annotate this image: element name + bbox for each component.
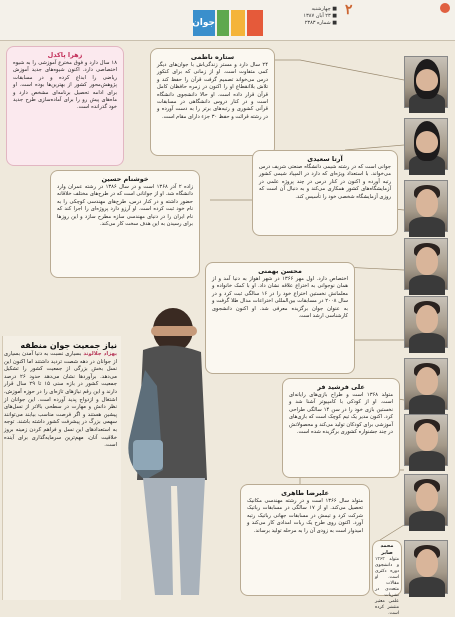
profile-box bbox=[372, 540, 402, 616]
profile-box bbox=[6, 46, 124, 166]
article-author: بهزاد جلالوند bbox=[83, 351, 117, 357]
section-marker-icon bbox=[440, 3, 450, 13]
portrait-photo bbox=[404, 238, 448, 290]
profile-box bbox=[50, 170, 200, 278]
portrait-photo bbox=[404, 474, 448, 526]
profile-box bbox=[205, 262, 355, 374]
logo-block bbox=[247, 10, 263, 36]
portrait-photo bbox=[404, 118, 448, 170]
connector-line bbox=[380, 525, 404, 540]
date-line: ■ ۲۳ آبان ۱۳۸۷ bbox=[303, 13, 337, 19]
section-title: جوان bbox=[193, 10, 215, 36]
profile-name: علیرضا طاهری bbox=[281, 489, 329, 497]
profile-name: خوشنام حسین bbox=[101, 175, 149, 183]
backpack-pocket-shape bbox=[133, 440, 163, 470]
portrait-photo bbox=[404, 56, 448, 108]
portrait-photo bbox=[404, 414, 448, 466]
profile-text: متولد ۱۳۶۳ و دانشجوی دوره دکتری است. او مقالات متعددی در نشریات علمی معتبر منتشر کرده است. bbox=[375, 557, 399, 616]
profile-box bbox=[240, 484, 370, 596]
date-line: ■ چهارشنبه bbox=[311, 6, 337, 12]
arm-shape bbox=[151, 326, 197, 336]
profile-text: متولد ۱۳۶۸ است و طراح بازی‌های رایانه‌ای است. او از کودکی با کامپیوتر آشنا شد و نخستین بازی خود را در سن ۱۴ سالگی طراحی کرد. اکنون مدیر یک تیم کوچک است که بازی‌های آموزشی برای کودکان تولید می‌کند و محصولاتش در چند جشنواره کشوری برگزیده شده است. bbox=[289, 392, 394, 436]
logo-block bbox=[217, 10, 229, 36]
profile-name: زهرا پاکدل bbox=[47, 51, 83, 59]
page-header bbox=[0, 0, 455, 41]
portrait-photo bbox=[404, 296, 448, 348]
article-column bbox=[4, 340, 117, 596]
jeans-shape bbox=[143, 478, 205, 595]
issue-date bbox=[277, 6, 337, 27]
profile-name: آرتا سعیدی bbox=[307, 155, 343, 163]
profile-text: زاده ۲ آذر ۱۳۶۸ است و در سال ۱۳۸۶ در رشته عمران وارد دانشگاه شد. او از جوانانی است که در طرح‌های مختلف خلاقانه حضور داشته و در کنار درس، طرح‌های مهندسی کوچکی را به نام خود ثبت کرده است. او آرزو دارد پروژه‌ای را اجرا کند که نام ایران را در دنیای مهندسی سازه مطرح سازد و این روزها برای رسیدن به این هدف سخت کار می‌کند. bbox=[57, 184, 194, 228]
portrait-photo bbox=[404, 540, 448, 594]
profile-name: محسن بهمنی bbox=[258, 267, 302, 275]
profile-text: متولد سال ۱۳۶۶ است و در رشته مهندسی مکانیک تحصیل می‌کند. او از ۱۷ سالگی در مسابقات رباتیک شرکت کرد و تیمش در مسابقات جهانی رباتیک رتبه آورد. اکنون روی طرح یک ربات امدادی کار می‌کند و امیدوار است به زودی آن را به مرحله تولید برساند. bbox=[247, 498, 363, 534]
profile-box bbox=[282, 378, 400, 478]
profile-box bbox=[150, 48, 275, 156]
portrait-photo bbox=[404, 180, 448, 232]
portrait-photo bbox=[404, 358, 448, 410]
profile-text: ۲۴ سال دارد و مستر زندگی‌اش با جوان‌های دیگر کمی متفاوت است. او از زمانی که برای کنکور درس می‌خواند تصمیم گرفت قرآن را حفظ کند و تلاش بلاانقطاع او را اکنون در زمره حافظان کامل قرآن قرار داده است. او حالا دانشجوی دانشگاه است و در کنار دروس دانشگاهی در مسابقات قرآنی کشوری و رتبه‌های برتر را به دست آورده و در رشته قرائت و حفظ ۳۰ جزء دارای مقام است. bbox=[157, 62, 268, 120]
profile-name: ستاره ناظمی bbox=[190, 53, 235, 61]
profile-text: ۱۸ سال دارد و فوق مخترع آموزشی را به شیوه اختصاصی دارد. اکنون شیوه‌های جدید آموزش ریاضی را ابداع کرده و در مسابقات پژوهش‌محور کشور از بهترین‌ها بوده است. او برای ادامه تحصیل برنامه‌ای مشخص دارد و ماه‌های پیش رو را برای آماده‌سازی طرح جدید خود گذرانده است. bbox=[13, 60, 117, 111]
issue-number: ۲ bbox=[345, 2, 353, 18]
profile-text: اختصاص دارد. اول مهر ۱۳۶۶ در شهر اهواز به دنیا آمد و از همان نوجوانی به اختراع علاقه نشان داد. او با کمک خانواده و معلمانش نخستین اختراع خود را در ۱۶ سالگی ثبت کرد و در سال ۲۰۰۸ در مسابقات بین‌المللی اختراعات مدال طلا گرفت و به عنوان جوان برگزیده معرفی شد. او اکنون دانشجوی کارشناسی ارشد است. bbox=[212, 276, 348, 320]
section-logo bbox=[193, 10, 263, 36]
date-line: ■ شماره ۲۳۸۳ bbox=[304, 20, 337, 26]
logo-block bbox=[231, 10, 245, 36]
profile-name: محمد صابر bbox=[380, 543, 394, 556]
article-body: بسیاری نسبت به دنیا آمدن بسیاری از جوانان در دهه شصت تردید داشتند اما اکنون این نسل بخش بزرگی از جمعیت کشور را تشکیل می‌دهد. برآوردها نشان می‌دهد حدود ۲۶ درصد جمعیت کشور در بازه سنی ۱۵ تا ۲۹ سال قرار دارند و این رقم نیازهای تازه‌ای را در حوزه آموزش، اشتغال و ازدواج پدید آورده است. این جوانان از نظر دانش و مهارت در سطحی بالاتر از نسل‌های پیشین هستند و اگر فرصت مناسب بیابند می‌توانند سهمی بزرگ در پیشرفت کشور داشته باشند. توجه به استعدادهای این نسل و فراهم کردن زمینه بروز خلاقیت آنان، مهم‌ترین سرمایه‌گذاری برای آینده است. bbox=[4, 351, 117, 449]
student-figure-illustration bbox=[115, 290, 225, 600]
profile-box bbox=[252, 150, 398, 236]
article-title: نیاز جمعیت جوان منطقه bbox=[20, 341, 117, 350]
profile-name: علی فرشید فر bbox=[317, 383, 365, 391]
profile-text: جوانی است که در رشته شیمی دانشگاه صنعتی شریف درس می‌خواند. با استعداد ویژه‌ای که دارد در المپیاد شیمی کشور رتبه آورده و اکنون در کنار درس در چند پروژه علمی در آزمایشگاه‌های کشور همکاری می‌کند و به دنبال آن است که روزی آزمایشگاه شخصی خود را تأسیس کند. bbox=[259, 164, 391, 200]
